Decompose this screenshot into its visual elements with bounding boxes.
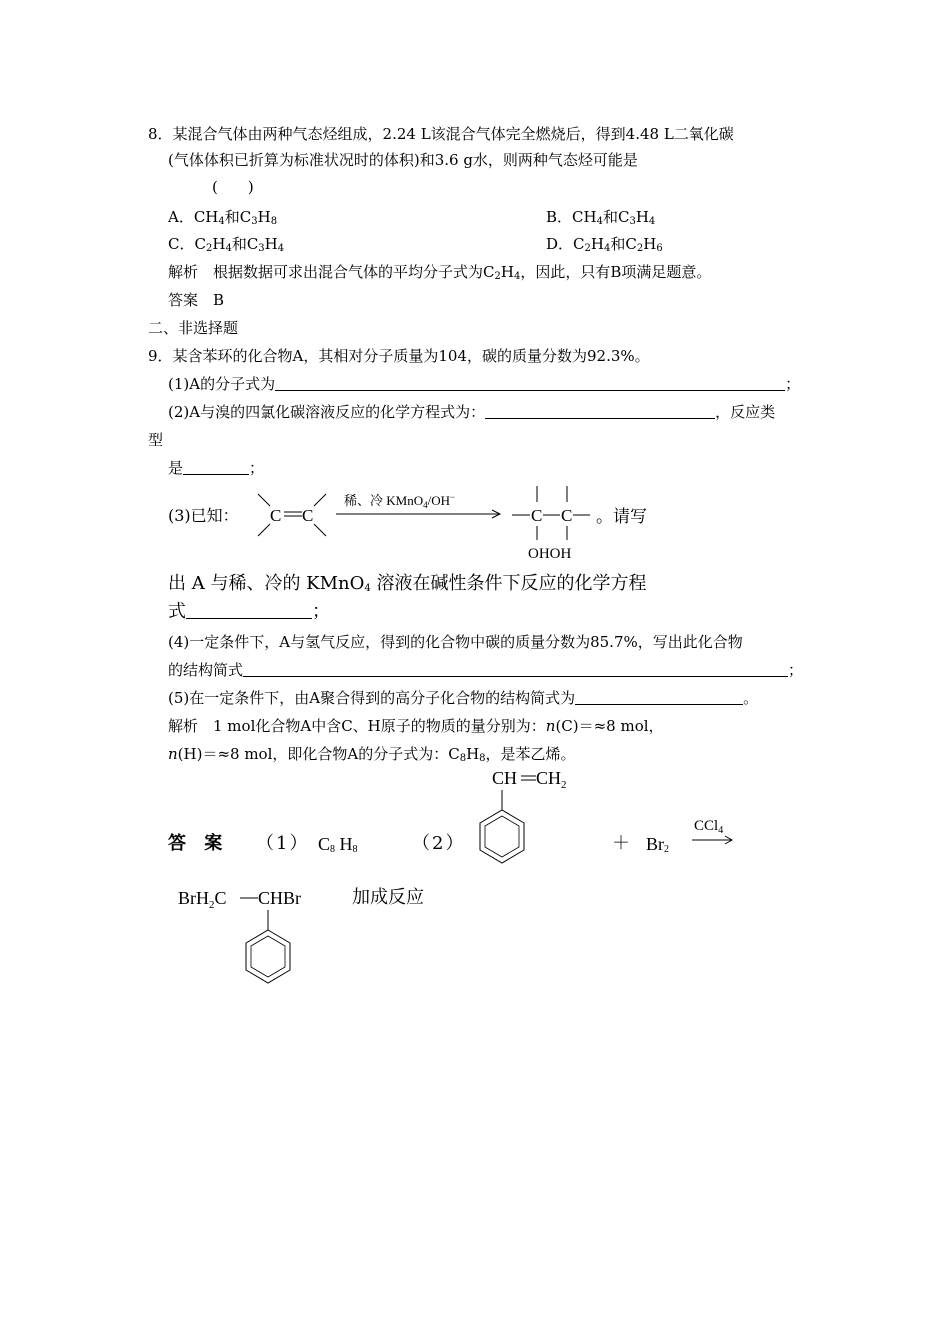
q8-option-d: D．$C_2H_4$和$C_2H_6$: [546, 235, 663, 254]
q9-analysis-line2: n(H)＝≈8 mol，即化合物A的分子式为：$C_8H_8$，是苯乙烯。: [168, 745, 576, 764]
answer-part1: （1）: [256, 833, 310, 854]
dibromide-structure: [176, 880, 356, 1000]
q8-answer: 答案 B: [168, 291, 225, 309]
styrene-structure: [470, 760, 567, 885]
answer-blank[interactable]: [485, 404, 715, 419]
svg-text:CH2: $CH_2$: [536, 768, 567, 791]
hydroxyl-label: OHOH: [528, 546, 572, 562]
plus-sign: ＋: [612, 833, 630, 854]
q8-option-a: A．$CH_4$和$C_3H_8$: [168, 208, 278, 227]
q9-part2: (2)A与溴的四氯化碳溶液反应的化学方程式为： ，反应类: [168, 403, 776, 421]
q9-part1: (1)A的分子式为 ；: [168, 375, 801, 393]
bond-line: [314, 524, 326, 536]
svg-text:BrH2C: BrH$_2$C: [178, 888, 227, 911]
bromine-reagent: $Br_2$: [646, 834, 669, 855]
q9-analysis-line1: 解析 1 mol化合物A中含C、H原子的物质的量分别为：n(C)＝≈8 mol，: [168, 717, 664, 735]
reagent-label: 稀、冷 KMnO$_4$/OH−: [344, 492, 456, 510]
carbon-label: C: [270, 506, 282, 525]
carbon-label: C: [561, 506, 573, 525]
q9-part3-after: 。请写: [596, 507, 647, 527]
benzene-inner-ring: [251, 936, 285, 977]
q9-part4-line2: 的结构简式 ；: [168, 661, 804, 679]
q9-part4-line1: (4)一定条件下，A与氢气反应，得到的化合物中碳的质量分数为85.7%，写出此化合物: [168, 633, 743, 651]
q9-part3-line3: 式 ；: [168, 601, 330, 622]
q8-line2: (气体体积已折算为标准状况时的体积)和3.6 g水，则两种气态烃可能是: [168, 151, 638, 169]
q9-part2-wrap: 型: [148, 431, 164, 449]
vinyl-label: CH: [492, 768, 518, 788]
carbon-label: C: [531, 506, 543, 525]
reaction-type: 加成反应: [352, 887, 424, 908]
section-title: 二、非选择题: [148, 319, 239, 337]
carbon-label: C: [302, 506, 314, 525]
answer-blank[interactable]: [275, 376, 785, 391]
answer-blank[interactable]: [575, 690, 743, 705]
answer-blank[interactable]: [243, 662, 788, 677]
alkene-oxidation-scheme: [250, 480, 640, 565]
benzene-ring: [480, 810, 524, 863]
q8-analysis: 解析 根据数据可求出混合气体的平均分子式为$C_2H_4$，因此，只有B项满足题意。: [168, 263, 712, 282]
benzene-inner-ring: [485, 816, 519, 857]
answer-label: 答 案: [168, 833, 229, 854]
benzene-ring: [246, 930, 290, 983]
q9-stem: 9．某含苯环的化合物A，其相对分子质量为104，碳的质量分数为92.3%。: [148, 347, 650, 365]
bond-line: [258, 494, 270, 506]
bond-line: [258, 524, 270, 536]
q8-line1: 8．某混合气体由两种气态烃组成，2.24 L该混合气体完全燃烧后，得到4.48 L二氧化碳: [148, 125, 734, 143]
q9-part3-line2: 出 A 与稀、冷的 KMnO$_4$ 溶液在碱性条件下反应的化学方程: [168, 573, 647, 594]
svg-text:CHBr: CHBr: [258, 888, 302, 908]
answer-part2: （2）: [412, 833, 466, 854]
q8-answer-paren: ( ): [212, 178, 254, 196]
answer-blank[interactable]: [183, 460, 249, 475]
q9-part2-type: 是 ；: [168, 459, 265, 477]
q8-option-c: C．$C_2H_4$和$C_3H_4$: [168, 235, 285, 254]
answer-blank[interactable]: [186, 602, 312, 619]
ccl4-arrow: [690, 812, 750, 852]
solvent-label: CCl$_4$: [694, 818, 724, 836]
q9-part5: (5)在一定条件下，由A聚合得到的高分子化合物的结构简式为 。: [168, 689, 759, 707]
q9-part3-prefix: (3)已知：: [168, 506, 239, 525]
answer-formula: $C_8$ $H_8$: [318, 834, 358, 855]
q8-option-b: B．$CH_4$和$C_3H_4$: [546, 208, 656, 227]
bond-line: [314, 494, 326, 506]
